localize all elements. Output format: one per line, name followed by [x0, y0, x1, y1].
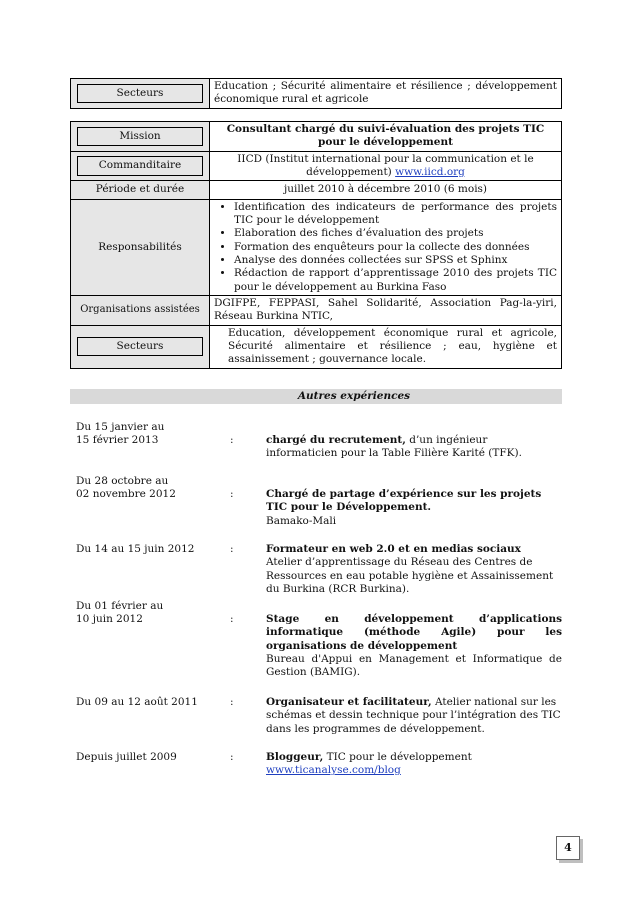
experience-desc: [266, 613, 562, 680]
responsabilites-list: [214, 201, 557, 294]
date-line: 15 février 2013: [76, 434, 159, 447]
commanditaire-value-cell: [210, 151, 562, 181]
experience-desc: [266, 751, 562, 778]
autres-experiences-title: Autres expériences: [297, 390, 411, 402]
secteurs2-label-cell: [71, 325, 210, 368]
responsabilites-label: Responsabilités: [71, 199, 210, 295]
date-line: Du 01 février au: [76, 600, 164, 612]
periode-label: Période et durée: [71, 181, 210, 199]
mission-label: Mission: [77, 127, 203, 146]
blog-link[interactable]: www.ticanalyse.com/blog: [266, 764, 401, 777]
experience-detail: TIC pour le développement: [323, 751, 472, 763]
page-number: 4: [556, 836, 580, 860]
experience-date: [76, 600, 226, 627]
colon: :: [230, 543, 234, 555]
experience-role: Bloggeur,: [266, 751, 324, 763]
experience-detail: Atelier d’apprentissage du Réseau des Centres de Ressources en eau potable hygiène et Assainissement du Burkina (RCR Burkina).: [266, 556, 554, 595]
organisations-value: DGIFPE, FEPPASI, Sahel Solidarité, Association Pag-la-yiri, Réseau Burkina NTIC,: [210, 295, 562, 325]
secteurs-label-cell: [71, 79, 210, 109]
commanditaire-value: IICD (Institut international pour la communication et le développement): [237, 152, 534, 178]
colon: :: [230, 613, 234, 625]
experience-detail: Bamako-Mali: [266, 514, 337, 527]
list-item: • Formation des enquêteurs pour la collecte des données: [234, 241, 557, 254]
commanditaire-label-cell: [71, 151, 210, 181]
autres-experiences-heading: [70, 389, 562, 404]
date-line: 10 juin 2012: [76, 613, 143, 626]
responsabilites-cell: [210, 199, 562, 295]
experience-role: Stage en développement d’applications informatique (méthode Agile) pour les organisations de développement: [266, 613, 562, 652]
colon: :: [230, 434, 234, 446]
secteurs-table: [70, 78, 562, 109]
experience-desc: [266, 488, 562, 528]
list-item: • Elaboration des fiches d’évaluation des projets: [234, 227, 557, 240]
experience-date: [76, 475, 226, 502]
experience-date: [76, 421, 226, 448]
date-line: Du 15 janvier au: [76, 421, 165, 433]
colon: :: [230, 751, 234, 763]
experience-role: Chargé de partage d’expérience sur les projets TIC pour le Développement.: [266, 488, 542, 514]
experience-role: Formateur en web 2.0 et en medias sociaux: [266, 543, 521, 555]
periode-value: juillet 2010 à décembre 2010 (6 mois): [210, 181, 562, 199]
experience-detail: Atelier national sur les schémas et dessin technique pour l’intégration des TIC dans les programmes de développement.: [266, 696, 561, 735]
secteurs-value: Education ; Sécurité alimentaire et résilience ; développement économique rural et agricole: [210, 79, 562, 109]
list-item: • Rédaction de rapport d’apprentissage 2010 des projets TIC pour le développement au Burkina Faso: [234, 267, 557, 294]
experience-detail: d’un ingénieur informaticien pour la Table Filière Karité (TFK).: [266, 434, 522, 460]
list-item: • Analyse des données collectées sur SPSS et Sphinx: [234, 254, 557, 267]
colon: :: [230, 488, 234, 500]
list-item: • Identification des indicateurs de performance des projets TIC pour le développement: [234, 201, 557, 228]
mission-table: [70, 121, 562, 369]
experience-desc: [266, 543, 562, 596]
iicd-link[interactable]: www.iicd.org: [395, 165, 465, 178]
date-line: 02 novembre 2012: [76, 488, 176, 501]
mission-value: Consultant chargé du suivi-évaluation des projets TIC pour le développement: [210, 122, 562, 152]
experience-role: chargé du recrutement,: [266, 434, 406, 446]
secteurs2-value: Education, développement économique rural et agricole, Sécurité alimentaire et résilience ; eau, hygiène et assainissement ; gouvernance locale.: [210, 325, 562, 368]
experience-detail: Bureau d'Appui en Management et Informatique de Gestion (BAMIG).: [266, 652, 562, 679]
secteurs2-label: Secteurs: [77, 337, 203, 356]
experience-date: Du 09 au 12 août 2011: [76, 696, 198, 708]
date-line: Du 28 octobre au: [76, 475, 169, 487]
experience-desc: [266, 434, 562, 461]
colon: :: [230, 696, 234, 708]
mission-label-cell: [71, 122, 210, 152]
secteurs-label: Secteurs: [77, 84, 203, 103]
experience-role: Organisateur et facilitateur,: [266, 696, 432, 708]
commanditaire-label: Commanditaire: [77, 156, 203, 175]
experience-date: Depuis juillet 2009: [76, 751, 177, 763]
experience-date: Du 14 au 15 juin 2012: [76, 543, 195, 555]
organisations-label: Organisations assistées: [71, 295, 210, 325]
experience-desc: [266, 696, 562, 736]
